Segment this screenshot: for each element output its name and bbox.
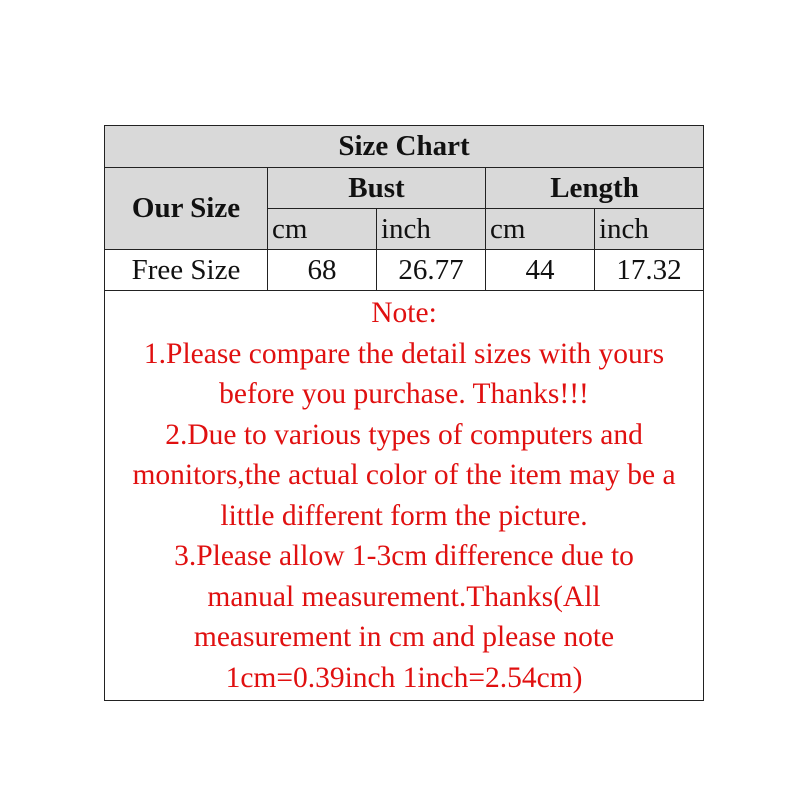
note-line: little different form the picture.: [220, 499, 588, 532]
chart-title: Size Chart: [105, 126, 704, 168]
note-line: 2.Due to various types of computers and: [165, 418, 643, 451]
note-line: measurement in cm and please note: [193, 621, 615, 653]
length-unit-cm: cm: [486, 209, 595, 250]
title-row: [105, 126, 704, 168]
note-line: 3.Please allow 1-3cm difference due to: [174, 540, 634, 572]
bust-inch-value: 26.77: [377, 250, 486, 291]
size-table: [104, 125, 704, 701]
bust-cm-value: 68: [268, 250, 377, 291]
table-row: [105, 250, 704, 291]
length-unit-inch: inch: [595, 209, 704, 250]
length-cm-value: 44: [486, 250, 595, 291]
note-line: manual measurement.Thanks(All: [207, 580, 601, 613]
column-group-length: Length: [486, 168, 704, 209]
note-block: [105, 291, 704, 701]
note-line: before you purchase. Thanks!!!: [219, 378, 589, 410]
note-row: [105, 291, 704, 701]
group-header-row: [105, 168, 704, 209]
note-line: 1cm=0.39inch 1inch=2.54cm): [225, 661, 583, 694]
length-inch-value: 17.32: [595, 250, 704, 291]
note-heading: Note:: [371, 297, 437, 329]
column-group-bust: Bust: [268, 168, 486, 209]
note-line: 1.Please compare the detail sizes with yours: [143, 337, 665, 370]
row-header-our-size: Our Size: [105, 168, 268, 250]
bust-unit-cm: cm: [268, 209, 377, 250]
size-label: Free Size: [105, 250, 268, 291]
note-line: monitors,the actual color of the item may be a: [132, 459, 676, 491]
size-chart: [104, 125, 703, 701]
bust-unit-inch: inch: [377, 209, 486, 250]
